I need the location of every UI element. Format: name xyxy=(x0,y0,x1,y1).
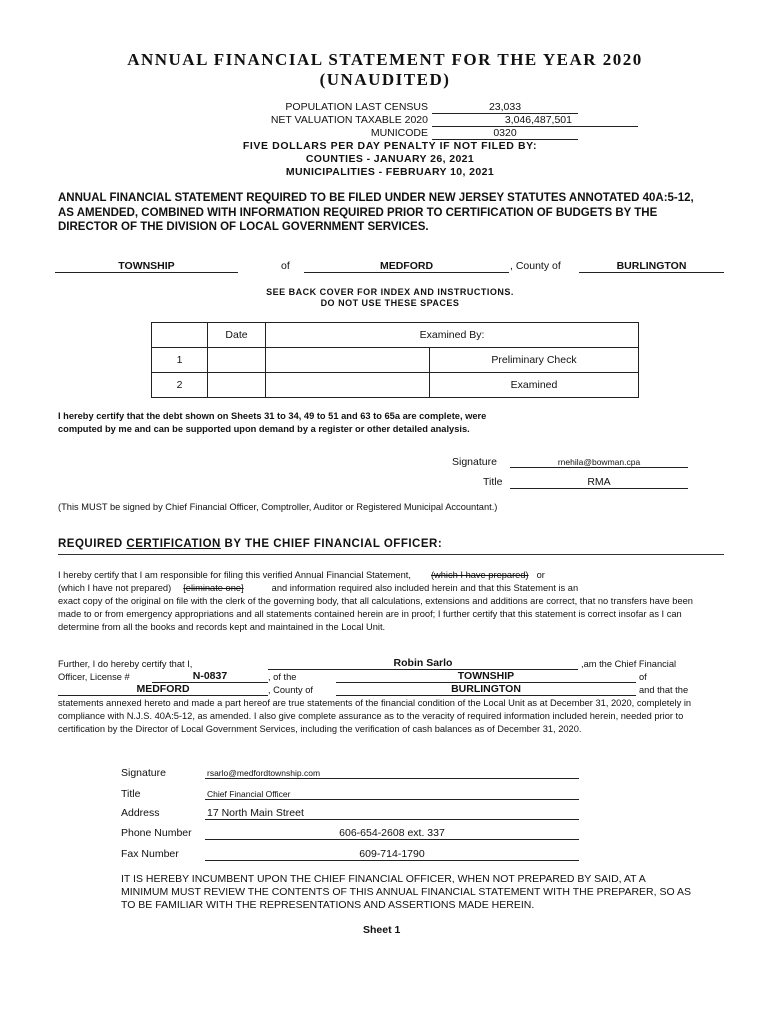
debt-signature-value[interactable]: rnehila@bowman.cpa xyxy=(510,457,688,468)
document-title: ANNUAL FINANCIAL STATEMENT FOR THE YEAR 2020 xyxy=(127,50,643,69)
municipality-name: MEDFORD xyxy=(304,260,509,273)
county-label: , County of xyxy=(510,260,561,272)
heading-underlined: CERTIFICATION xyxy=(126,538,221,550)
of-label-2: of xyxy=(639,672,647,682)
text-span: and information required also included herein and that this Statement is an xyxy=(271,583,579,593)
municipality-type: TOWNSHIP xyxy=(55,260,238,273)
municipalities-deadline: MUNICIPALITIES - FEBRUARY 10, 2021 xyxy=(285,166,495,178)
statute-paragraph: ANNUAL FINANCIAL STATEMENT REQUIRED TO BE FILED UNDER NEW JERSEY STATUTES ANNOTATED 40A:5-12, AS AMENDED, COMBINED WITH INFORMATION REQUIRED PRIOR TO CERTIFICATION OF BUDGETS BY THE DIRECTOR OF THE DIVISION OF LOCAL GOVERNMENT SERVICES. xyxy=(58,192,694,233)
license-number[interactable]: N-0837 xyxy=(152,670,268,683)
struck-option: (which I have prepared) xyxy=(430,570,529,580)
cfo-title-value[interactable]: Chief Financial Officer xyxy=(205,789,579,800)
text-span: (which I have not prepared) xyxy=(58,583,172,593)
fax-label: Fax Number xyxy=(121,848,179,860)
cfo-signature-value[interactable]: rsarlo@medfordtownship.com xyxy=(205,768,579,779)
table-row xyxy=(152,348,639,373)
cfo-title-label: Title xyxy=(121,788,141,800)
cfo-paragraph-2: statements annexed hereto and made a part hereof are true statements of the financial condition of the Local Unit as at December 31, 2020, completely in compliance with N.J.S. 40A:5-12, as amended. I also give complete assurance as to the veracity of required information included herein, needed prior to certification by the Director of Local Government Services, including the verification of cash balances as of December 31, 2020. xyxy=(58,698,692,735)
municode-label: MUNICODE xyxy=(370,127,428,139)
am-cfo-label: ,am the Chief Financial xyxy=(581,659,677,669)
heading-part: REQUIRED xyxy=(58,538,127,550)
fax-value[interactable]: 609-714-1790 xyxy=(205,848,579,861)
index-instructions: SEE BACK COVER FOR INDEX AND INSTRUCTIONS. xyxy=(266,287,514,297)
county-name: BURLINGTON xyxy=(579,260,724,273)
population-value: 23,033 xyxy=(432,101,578,114)
license-label: Officer, License # xyxy=(58,672,130,682)
cfo-paragraph-rest: exact copy of the original on file with the clerk of the governing body, that all calculations, extensions and additions are correct, that no transfers have been made to or from emergency appropriations and all statements contained herein are in proof; I further certify that this statement is correct insofar as I can determine from all the books and records kept and maintained in the Local Unit. xyxy=(58,596,693,633)
of-label: of xyxy=(281,260,290,272)
cfo-paragraph-line1 xyxy=(58,569,678,582)
further-certify-label: Further, I do hereby certify that I, xyxy=(58,659,193,669)
incumbent-notice: IT IS HEREBY INCUMBENT UPON THE CHIEF FINANCIAL OFFICER, WHEN NOT PREPARED BY SAID, AT A MINIMUM MUST REVIEW THE CONTENTS OF THIS ANNUAL FINANCIAL STATEMENT WITH THE PREPARER, SO AS TO BE FAMILIAR WITH THE REPRESENTATIONS AND ASSERTIONS MADE HEREIN. xyxy=(121,873,691,911)
debt-signature-label: Signature xyxy=(452,456,497,468)
debt-title-value[interactable]: RMA xyxy=(510,476,688,489)
heading-part: BY THE CHIEF FINANCIAL OFFICER: xyxy=(220,538,443,550)
phone-value[interactable]: 606-654-2608 ext. 337 xyxy=(205,827,579,840)
text-span: I hereby certify that I am responsible for filing this verified Annual Financial Statement, xyxy=(58,570,411,580)
date-cell[interactable] xyxy=(208,373,266,398)
cfo-paragraph-line2 xyxy=(58,582,718,595)
counties-deadline: COUNTIES - JANUARY 26, 2021 xyxy=(305,153,475,165)
row-number: 1 xyxy=(152,348,208,373)
address-label: Address xyxy=(121,807,160,819)
debt-title-label: Title xyxy=(483,476,503,488)
penalty-line: FIVE DOLLARS PER DAY PENALTY IF NOT FILED BY: xyxy=(242,140,538,152)
of-the-label: , of the xyxy=(268,672,297,682)
county-of-label: , County of xyxy=(268,685,313,695)
population-label: POPULATION LAST CENSUS xyxy=(285,101,428,113)
cfo-county[interactable]: BURLINGTON xyxy=(336,683,636,696)
examined-by-header: Examined By: xyxy=(266,323,639,348)
struck-option: [eliminate one] xyxy=(183,583,244,593)
heading-rule xyxy=(58,554,724,555)
valuation-label: NET VALUATION TAXABLE 2020 xyxy=(270,114,428,126)
examination-table xyxy=(151,322,639,398)
municode-value: 0320 xyxy=(432,127,578,140)
table-row xyxy=(152,373,639,398)
unit-type[interactable]: TOWNSHIP xyxy=(336,670,636,683)
examiner-cell[interactable] xyxy=(266,373,430,398)
table-row xyxy=(152,323,639,348)
address-value[interactable]: 17 North Main Street xyxy=(205,807,579,820)
signer-requirement-note: (This MUST be signed by Chief Financial Officer, Comptroller, Auditor or Registered Municipal Accountant.) xyxy=(58,502,498,512)
cfo-certification-heading xyxy=(58,538,442,550)
cfo-name[interactable]: Robin Sarlo xyxy=(268,657,578,670)
examiner-cell[interactable] xyxy=(266,348,430,373)
valuation-value: 3,046,487,501 xyxy=(432,114,638,127)
and-that-label: and that the xyxy=(639,685,689,695)
unit-name[interactable]: MEDFORD xyxy=(58,683,268,696)
table-cell xyxy=(152,323,208,348)
date-header: Date xyxy=(208,323,266,348)
phone-label: Phone Number xyxy=(121,827,192,839)
row-number: 2 xyxy=(152,373,208,398)
date-cell[interactable] xyxy=(208,348,266,373)
debt-certification-text: I hereby certify that the debt shown on Sheets 31 to 34, 49 to 51 and 63 to 65a are complete, were computed by me and can be supported upon demand by a register or other detailed analysis. xyxy=(58,411,487,435)
sheet-number: Sheet 1 xyxy=(363,924,401,936)
text-span: or xyxy=(536,570,545,580)
document-subtitle: (UNAUDITED) xyxy=(319,70,451,89)
cfo-signature-label: Signature xyxy=(121,767,166,779)
do-not-use-notice: DO NOT USE THESE SPACES xyxy=(320,298,460,308)
row-label: Examined xyxy=(430,373,639,398)
row-label: Preliminary Check xyxy=(430,348,639,373)
